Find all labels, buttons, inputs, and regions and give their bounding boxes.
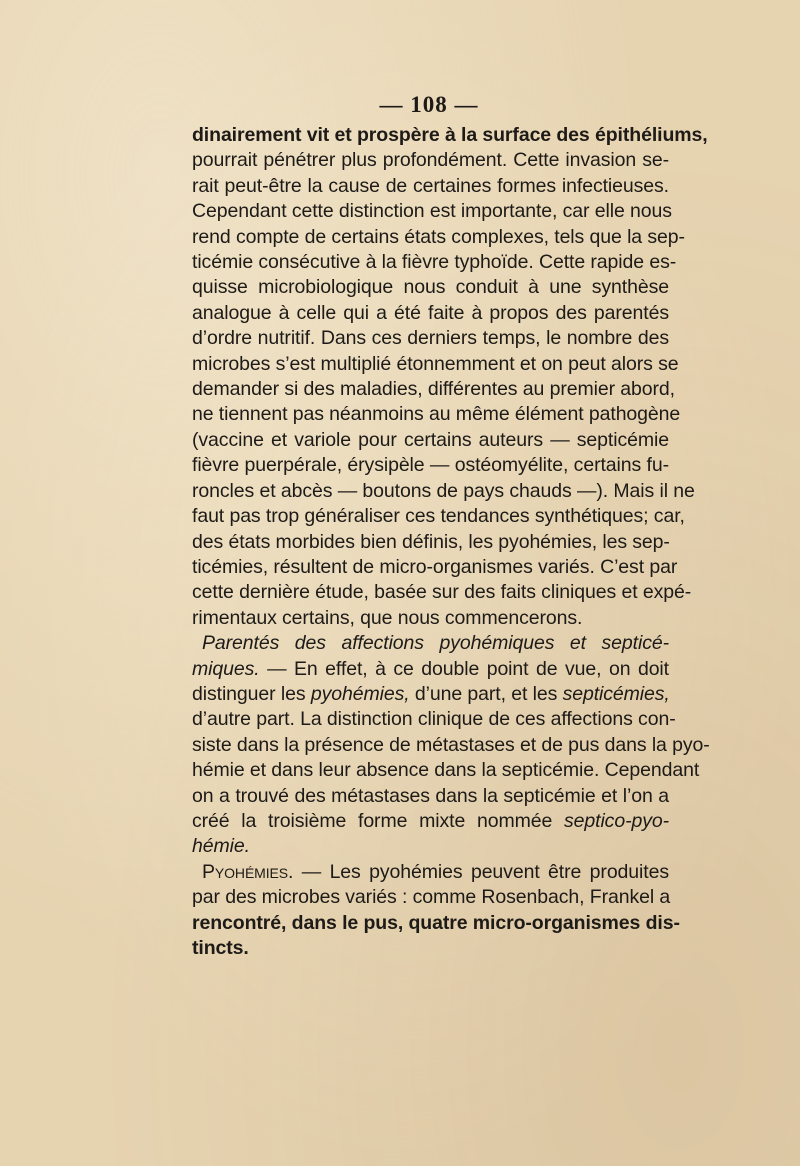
- text-line: ticémies, résultent de micro-organismes variés. C’est par: [192, 555, 678, 578]
- text-line: d’autre part. La distinction clinique de ces affections con-: [192, 708, 676, 731]
- text-line: siste dans la présence de métastases et de pus dans la pyo-: [192, 733, 710, 756]
- text-line: d’ordre nutritif. Dans ces derniers temps, le nombre des: [192, 327, 669, 350]
- text-line: hémie.: [192, 835, 250, 858]
- page-body: [192, 123, 710, 961]
- text-line: cette dernière étude, basée sur des faits cliniques et expé-: [192, 581, 692, 604]
- text-line: Cependant cette distinction est importante, car elle nous: [192, 200, 672, 223]
- text-line: [192, 809, 669, 834]
- text-line: rencontré, dans le pus, quatre micro-organismes dis-: [192, 911, 680, 934]
- text-line: tincts.: [192, 937, 249, 959]
- section-heading: Parentés des affections pyohémiques et septicé-: [202, 632, 669, 655]
- text-line: dinairement vit et prospère à la surface des épithéliums,: [192, 124, 708, 146]
- section-heading-end: miques.: [192, 657, 260, 680]
- text-line: [192, 682, 669, 707]
- text-line: demander si des maladies, différentes au premier abord,: [192, 378, 675, 401]
- text-line: ticémie consécutive à la fièvre typhoïde. Cette rapide es-: [192, 251, 677, 274]
- text-line: [192, 657, 669, 682]
- text-line: quisse microbiologique nous conduit à une synthèse: [192, 276, 669, 299]
- text-line: par des microbes variés : comme Rosenbach, Frankel a: [192, 886, 671, 909]
- text-line: faut pas trop généraliser ces tendances synthétiques; car,: [192, 505, 685, 528]
- text-line: ne tiennent pas néanmoins au même élément pathogène: [192, 403, 681, 426]
- text-line: hémie et dans leur absence dans la septicémie. Cependant: [192, 759, 700, 782]
- text-line: rait peut-être la cause de certaines formes infectieuses.: [192, 174, 669, 197]
- text-span: créé la troisième forme mixte nommée: [192, 809, 564, 832]
- text-line: fièvre puerpérale, érysipèle — ostéomyélite, certains fu-: [192, 454, 669, 477]
- text-line: rend compte de certains états complexes, tels que la sep-: [192, 225, 685, 248]
- text-line: [192, 860, 669, 885]
- term-septicemies: septicémies,: [562, 682, 670, 705]
- text-line: roncles et abcès — boutons de pays chauds —). Mais il ne: [192, 479, 695, 502]
- text-line: microbes s’est multiplié étonnemment et on peut alors se: [192, 352, 679, 375]
- text-line: analogue à celle qui a été faite à propos des parentés: [192, 301, 669, 324]
- text-line: (vaccine et variole pour certains auteurs — septicémie: [192, 428, 669, 451]
- page-number: — 108 —: [379, 92, 479, 117]
- text-span: — Les pyohémies peuvent être produites: [293, 860, 669, 883]
- text-span: — En effet, à ce double point de vue, on doit: [259, 657, 669, 680]
- term-septico-pyohemie: septico-pyo-: [563, 809, 669, 832]
- text-span: distinguer les: [192, 682, 311, 705]
- text-line: des états morbides bien définis, les pyohémies, les sep-: [192, 530, 670, 553]
- text-line: rimentaux certains, que nous commencerons.: [192, 606, 583, 629]
- term-pyohemies: pyohémies,: [310, 682, 410, 705]
- text-line: pourrait pénétrer plus profondément. Cette invasion se-: [192, 149, 669, 172]
- section-label-pyohemies: Pyohémies.: [202, 860, 294, 883]
- text-span: d’une part, et les: [409, 682, 563, 705]
- text-line: on a trouvé des métastases dans la septicémie et l’on a: [192, 784, 669, 807]
